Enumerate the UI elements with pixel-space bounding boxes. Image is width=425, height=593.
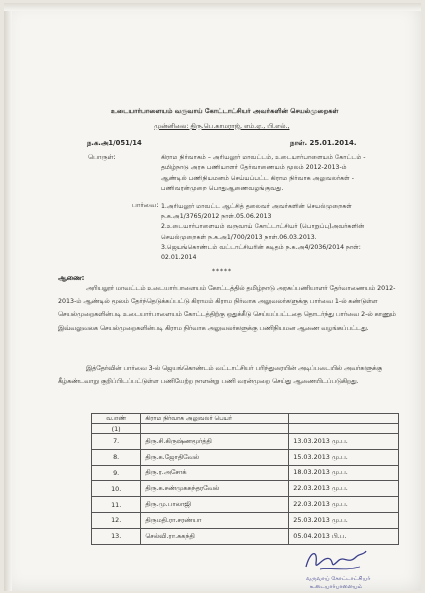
row-sno: 12. bbox=[92, 512, 141, 528]
row-sno: 7. bbox=[92, 434, 141, 450]
row-sno: 10. bbox=[92, 481, 141, 497]
scan-edge bbox=[4, 3, 12, 591]
signatory-office: உடையார்பாளையம் bbox=[310, 584, 363, 590]
row-date: 22.03.2013 மு.ப. bbox=[289, 497, 399, 513]
row-sno: 11. bbox=[92, 497, 141, 513]
row-name: திரு.மு.பாலாஜி bbox=[141, 497, 289, 513]
column-header-date bbox=[289, 414, 399, 424]
row-name: திரு.சி.கிருஷ்ணமூர்த்தி bbox=[141, 434, 289, 450]
row-name: திரு.க.சண்முகசுந்தரவேல் bbox=[141, 481, 289, 497]
reference-number: ந.க.அ1/051/14 bbox=[87, 139, 142, 147]
handwritten-signature bbox=[300, 545, 370, 575]
column-header-sno: வ.எண் bbox=[92, 414, 141, 424]
row-date: 15.03.2013 மு.ப. bbox=[289, 449, 399, 465]
table-row bbox=[92, 465, 399, 481]
order-date: நாள். 25.01.2014. bbox=[290, 139, 357, 147]
subject-line: கிராம நிர்வாகம் – அரியலூர் மாவட்டம், உடையார்பாளையம் கோட்டம் - bbox=[161, 154, 366, 161]
row-sno: 9. bbox=[92, 465, 141, 481]
reference-line: செயல்முறைகள் ந.க.அ1/700/2013 நாள்.06.03.2013. bbox=[161, 233, 317, 241]
reference-line: ந.க.அ1/3765/2012 நாள்.05.06.2013 bbox=[161, 213, 272, 221]
subject-line: ஆண்டில் பணிநியமனம் செய்யப்பட்ட கிராம நிர்வாக அலுவலர்கள் - bbox=[161, 174, 354, 182]
scan-edge bbox=[4, 3, 421, 11]
reference-line: 02.01.2014 bbox=[161, 254, 197, 262]
order-paragraph-1: அரியலூர் மாவட்டம் உடையார்பாளையம் கோட்டத்தில் தமிழ்நாடு அரசுப்பணியாளர் தேர்வாணையம் 2012-2013-ம் ஆண்டில் மூலம் தேர்ந்தெடுக்கப்பட்டு கிராமம் கிராம நிர்வாக அலுவலர்களுக்கு பார்வை 1-ல் கண்டுள்ள செயல்முறைகளின்படி உடையார்பாளையம் கோட்டத்திற்கு ஒதுக்கீடு செய்யப்பட்டதை தொடர்ந்து பார்வை 2-ல் காணும் இவ்வலுவலக செயல்முறைகளின்படி கிராம நிர்வாக அலுவலர்களுக்கு பணிநியமன ஆணை வழங்கப்பட்டது. bbox=[58, 285, 396, 332]
subject-text bbox=[161, 153, 396, 195]
subject-line: தமிழ்நாடு அரசு பணியாளர் தேர்வாணையம் மூலம் 2012-2013-ம் bbox=[161, 164, 347, 172]
table-row bbox=[92, 512, 399, 528]
column-number-label: (1) bbox=[92, 424, 141, 434]
table-cell bbox=[141, 424, 289, 434]
reference-line: 1.அரியலூர் மாவட்ட ஆட்சித் தலைவர் அவர்களின் செயல்முறைகள் bbox=[161, 203, 352, 210]
table-header-row bbox=[92, 414, 399, 424]
table-row bbox=[92, 449, 399, 465]
reference-line: 3.ஜெயங்கொண்டம் வட்டாட்சியரின் கடிதம் ந.க.அ4/2036/2014 நாள்: bbox=[161, 243, 361, 251]
signatory-title: வருவாய் கோட்டாட்சியர் bbox=[306, 576, 371, 582]
presence-line: முன்னிலை: திரு.பெ.காமராஜ், எம்.ஏ., பி.எல்., bbox=[154, 122, 290, 130]
table-row bbox=[92, 424, 399, 434]
row-date: 05.04.2013 பி.ப. bbox=[289, 528, 399, 544]
order-label: ஆணை: bbox=[58, 274, 85, 282]
column-header-name: கிராம நிர்வாக அலுவலர் பெயர் bbox=[141, 414, 289, 424]
row-date: 13.03.2013 மு.ப. bbox=[289, 434, 399, 450]
row-date: 22.03.2013 மு.ப. bbox=[289, 481, 399, 497]
references-text bbox=[161, 202, 401, 263]
order-paragraph-2: இத்தேர்வின் பார்வை 3-ல் ஜெயங்கொண்டம் வட்டாட்சியர் பரிந்துரையின் அடிப்படையில் அவர்களுக்கு கீழ்கண்டவாறு குறிப்பிடப்பட்டுள்ள பணியேற்ற நாளன்று பணி வரன்முறை செய்து ஆணையிடப்படுகிறது. bbox=[58, 365, 383, 386]
row-name: திரு.ர.அசோக் bbox=[141, 465, 289, 481]
document-page bbox=[4, 3, 421, 591]
references-label: பார்வை: bbox=[132, 201, 159, 209]
subject-line: பணிவரன்முறை பொதுஆணைவழங்குவது. bbox=[161, 185, 284, 193]
table-row bbox=[92, 434, 399, 450]
separator-stars: ***** bbox=[212, 268, 232, 275]
office-title: உடையார்பாளையம் வருவாய் கோட்டாட்சியர் அவர்களின் செயல்முறைகள் bbox=[111, 107, 339, 115]
row-name: திருமதி.ரா.சரண்யா bbox=[141, 512, 289, 528]
row-sno: 8. bbox=[92, 449, 141, 465]
row-name: திரு.க.ஜோதிவேல் bbox=[141, 449, 289, 465]
table-row bbox=[92, 528, 399, 544]
row-name: செல்வி.ரா.சுகந்தி bbox=[141, 528, 289, 544]
table-row bbox=[92, 481, 399, 497]
row-date: 18.03.2013 மு.ப. bbox=[289, 465, 399, 481]
subject-label: பொருள்: bbox=[88, 153, 116, 161]
staff-table bbox=[91, 413, 399, 545]
reference-line: 2.உடையார்பாளையம் வருவாய் கோட்டாட்சியர் (பொறுப்பு)அவர்களின் bbox=[161, 223, 365, 231]
table-cell bbox=[289, 424, 399, 434]
table-row bbox=[92, 497, 399, 513]
row-sno: 13. bbox=[92, 528, 141, 544]
row-date: 25.03.2013 மு.ப. bbox=[289, 512, 399, 528]
